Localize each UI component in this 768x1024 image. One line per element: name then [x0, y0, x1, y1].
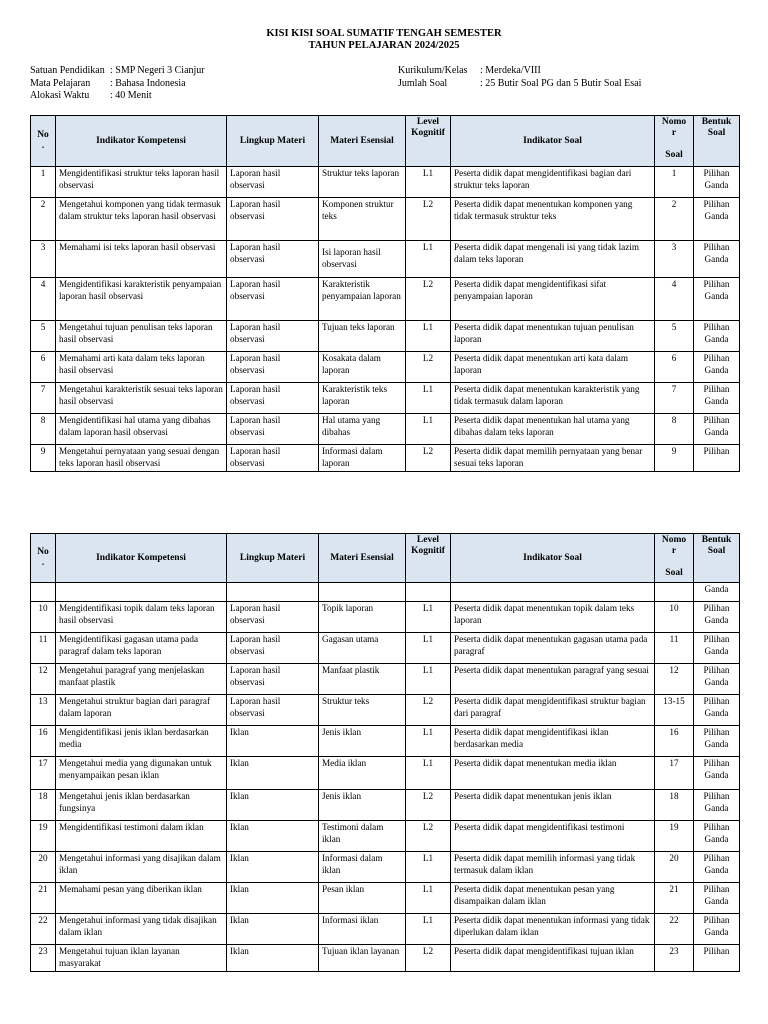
cell-nomor-soal: 23: [655, 945, 694, 972]
cell-materi-esensial: Topik laporan: [319, 602, 406, 633]
cell-materi-esensial: Gagasan utama: [319, 633, 406, 664]
cell-nomor-soal: 6: [655, 352, 694, 383]
cell-bentuk-soal: Pilihan Ganda: [694, 241, 740, 278]
table-row: [31, 883, 740, 914]
cell-indikator-soal: Peserta didik dapat menentukan hal utama yang dibahas dalam teks laporan: [451, 414, 655, 445]
cell-indikator-soal: Peserta didik dapat menentukan karakteristik yang tidak termasuk dalam laporan: [451, 383, 655, 414]
meta-row: [398, 65, 641, 78]
cell-lingkup-materi: Iklan: [227, 914, 319, 945]
cell-indikator-soal: Peserta didik dapat menentukan topik dalam teks laporan: [451, 602, 655, 633]
cell-lingkup-materi: Laporan hasil observasi: [227, 633, 319, 664]
cell-lingkup-materi: Iklan: [227, 945, 319, 972]
cell-indikator-kompetensi: Mengetahui tujuan iklan layanan masyarakat: [56, 945, 227, 972]
cell-materi-esensial: Informasi iklan: [319, 914, 406, 945]
cell-level-kognitif: L1: [406, 241, 451, 278]
cell-bentuk-soal: Pilihan Ganda: [694, 852, 740, 883]
cell-indikator-soal: Peserta didik dapat menentukan gagasan utama pada paragraf: [451, 633, 655, 664]
col-level-kognitif: Level Kognitif: [406, 116, 451, 167]
kisi-table-1: [30, 115, 740, 472]
cell-level-kognitif: L2: [406, 821, 451, 852]
cell-no: 7: [31, 383, 56, 414]
cell-bentuk-soal: Ganda: [694, 583, 740, 602]
cell-indikator-soal: Peserta didik dapat mengidentifikasi testimoni: [451, 821, 655, 852]
cell-level-kognitif: L2: [406, 198, 451, 241]
cell-lingkup-materi: Laporan hasil observasi: [227, 198, 319, 241]
meta-value: : 40 Menit: [110, 90, 152, 101]
col-indikator-kompetensi: Indikator Kompetensi: [56, 534, 227, 583]
cell-nomor-soal: 7: [655, 383, 694, 414]
cell-indikator-kompetensi: Mengidentifikasi testimoni dalam iklan: [56, 821, 227, 852]
cell-materi-esensial: Kosakata dalam laporan: [319, 352, 406, 383]
cell-lingkup-materi: Laporan hasil observasi: [227, 321, 319, 352]
cell-indikator-kompetensi: Mengetahui paragraf yang menjelaskan manfaat plastik: [56, 664, 227, 695]
cell-indikator-kompetensi: Mengidentifikasi gagasan utama pada paragraf dalam teks laporan: [56, 633, 227, 664]
cell-indikator-soal: Peserta didik dapat menentukan informasi yang tidak diperlukan dalam iklan: [451, 914, 655, 945]
col-nomor-soal: Nomo r Soal: [655, 534, 694, 583]
cell-bentuk-soal: Pilihan Ganda: [694, 198, 740, 241]
cell-indikator-kompetensi: Memahami arti kata dalam teks laporan hasil observasi: [56, 352, 227, 383]
meta-label: Kurikulum/Kelas: [398, 65, 468, 76]
cell-level-kognitif: L1: [406, 633, 451, 664]
meta-value: : Bahasa Indonesia: [110, 77, 186, 89]
table-row: [31, 241, 740, 278]
cell-lingkup-materi: Iklan: [227, 883, 319, 914]
table-row: [31, 278, 740, 321]
cell-materi-esensial: Komponen struktur teks: [319, 198, 406, 241]
cell-materi-esensial: Informasi dalam iklan: [319, 852, 406, 883]
cell-bentuk-soal: Pilihan Ganda: [694, 726, 740, 757]
cell-indikator-kompetensi: Memahami pesan yang diberikan iklan: [56, 883, 227, 914]
cell-materi-esensial: Karakteristik penyampaian laporan: [319, 278, 406, 321]
cell-indikator-kompetensi: Mengetahui tujuan penulisan teks laporan hasil observasi: [56, 321, 227, 352]
cell-indikator-kompetensi: Mengidentifikasi karakteristik penyampaian laporan hasil observasi: [56, 278, 227, 321]
cell-indikator-kompetensi: Mengetahui karakteristik sesuai teks laporan hasil observasi: [56, 383, 227, 414]
table-row: [31, 852, 740, 883]
cell-bentuk-soal: Pilihan Ganda: [694, 321, 740, 352]
table-row: [31, 633, 740, 664]
cell-bentuk-soal: Pilihan Ganda: [694, 633, 740, 664]
meta-label: Satuan Pendidikan: [30, 65, 105, 76]
cell-nomor-soal: 19: [655, 821, 694, 852]
cell-no: 5: [31, 321, 56, 352]
cell-nomor-soal: 8: [655, 414, 694, 445]
col-bentuk-soal: Bentuk Soal: [694, 534, 740, 583]
cell-indikator-soal: Peserta didik dapat mengidentifikasi struktur bagian dari paragraf: [451, 695, 655, 726]
cell-materi-esensial: Informasi dalam laporan: [319, 445, 406, 472]
cell-level-kognitif: L2: [406, 790, 451, 821]
table-row: [31, 352, 740, 383]
cell-no: 12: [31, 664, 56, 695]
cell-nomor-soal: 17: [655, 757, 694, 790]
cell-bentuk-soal: Pilihan Ganda: [694, 278, 740, 321]
cell-no: 16: [31, 726, 56, 757]
cell-indikator-kompetensi: Mengetahui struktur bagian dari paragraf dalam laporan: [56, 695, 227, 726]
cell-indikator-kompetensi: Mengetahui komponen yang tidak termasuk dalam struktur teks laporan hasil observasi: [56, 198, 227, 241]
cell-lingkup-materi: Laporan hasil observasi: [227, 278, 319, 321]
cell-materi-esensial: Jenis iklan: [319, 790, 406, 821]
cell-bentuk-soal: Pilihan Ganda: [694, 383, 740, 414]
meta-value: : Merdeka/VIII: [480, 65, 541, 76]
cell-lingkup-materi: Laporan hasil observasi: [227, 414, 319, 445]
cell-materi-esensial: Karakteristik teks laporan: [319, 383, 406, 414]
cell-nomor-soal: 11: [655, 633, 694, 664]
cell-indikator-soal: Peserta didik dapat mengidentifikasi tujuan iklan: [451, 945, 655, 972]
meta-left: [30, 65, 205, 103]
kisi-table-2: [30, 533, 740, 972]
cell-nomor-soal: 16: [655, 726, 694, 757]
cell-level-kognitif: L1: [406, 383, 451, 414]
cell-lingkup-materi: Laporan hasil observasi: [227, 383, 319, 414]
cell-indikator-kompetensi: Mengidentifikasi jenis iklan berdasarkan media: [56, 726, 227, 757]
cell-materi-esensial: Manfaat plastik: [319, 664, 406, 695]
table-row: [31, 445, 740, 472]
cell-indikator-kompetensi: Mengetahui jenis iklan berdasarkan fungsinya: [56, 790, 227, 821]
meta-value: : SMP Negeri 3 Cianjur: [110, 65, 205, 76]
cell-level-kognitif: L1: [406, 664, 451, 695]
cell-materi-esensial: Isi laporan hasil observasi: [319, 241, 406, 278]
cell-bentuk-soal: Pilihan Ganda: [694, 664, 740, 695]
cell-bentuk-soal: Pilihan: [694, 945, 740, 972]
cell-indikator-soal: Peserta didik dapat menentukan jenis iklan: [451, 790, 655, 821]
cell-indikator-soal: Peserta didik dapat menentukan tujuan penulisan laporan: [451, 321, 655, 352]
col-lingkup-materi: Lingkup Materi: [227, 116, 319, 167]
cell-level-kognitif: L1: [406, 757, 451, 790]
cell-lingkup-materi: Iklan: [227, 852, 319, 883]
col-indikator-soal: Indikator Soal: [451, 116, 655, 167]
table-row-carryover: [31, 583, 740, 602]
cell-lingkup-materi: Iklan: [227, 726, 319, 757]
cell-level-kognitif: L1: [406, 726, 451, 757]
cell-lingkup-materi: Iklan: [227, 757, 319, 790]
meta-value: : 25 Butir Soal PG dan 5 Butir Soal Esai: [480, 77, 642, 89]
table-header-row: [31, 534, 740, 583]
cell-indikator-soal: Peserta didik dapat mengenali isi yang tidak lazim dalam teks laporan: [451, 241, 655, 278]
cell-nomor-soal: 21: [655, 883, 694, 914]
cell-indikator-soal: Peserta didik dapat menentukan media iklan: [451, 757, 655, 790]
cell-level-kognitif: L1: [406, 602, 451, 633]
cell-indikator-kompetensi: Mengidentifikasi hal utama yang dibahas dalam laporan hasil observasi: [56, 414, 227, 445]
col-indikator-soal: Indikator Soal: [451, 534, 655, 583]
table-row: [31, 664, 740, 695]
cell-bentuk-soal: Pilihan Ganda: [694, 352, 740, 383]
cell-no: 2: [31, 198, 56, 241]
table-row: [31, 757, 740, 790]
cell-level-kognitif: L1: [406, 914, 451, 945]
cell-indikator-kompetensi: Mengetahui pernyataan yang sesuai dengan teks laporan hasil observasi: [56, 445, 227, 472]
cell-indikator-soal: Peserta didik dapat mengidentifikasi bagian dari struktur teks laporan: [451, 167, 655, 198]
cell-indikator-soal: Peserta didik dapat mengidentifikasi sifat penyampaian laporan: [451, 278, 655, 321]
table-row: [31, 198, 740, 241]
col-materi-esensial: Materi Esensial: [319, 116, 406, 167]
cell-no: 21: [31, 883, 56, 914]
cell-no: 8: [31, 414, 56, 445]
table-row: [31, 321, 740, 352]
cell-level-kognitif: L2: [406, 278, 451, 321]
cell-indikator-soal: Peserta didik dapat menentukan pesan yang disampaikan dalam iklan: [451, 883, 655, 914]
cell-lingkup-materi: Laporan hasil observasi: [227, 167, 319, 198]
meta-label: Jumlah Soal: [398, 77, 448, 89]
table-row: [31, 695, 740, 726]
cell-no: 10: [31, 602, 56, 633]
cell-no: 3: [31, 241, 56, 278]
cell-bentuk-soal: Pilihan Ganda: [694, 883, 740, 914]
cell-materi-esensial: Tujuan iklan layanan: [319, 945, 406, 972]
cell-lingkup-materi: Laporan hasil observasi: [227, 602, 319, 633]
cell-no: 17: [31, 757, 56, 790]
table-row: [31, 914, 740, 945]
cell-indikator-kompetensi: Mengetahui media yang digunakan untuk menyampaikan pesan iklan: [56, 757, 227, 790]
cell-bentuk-soal: Pilihan Ganda: [694, 167, 740, 198]
cell-indikator-kompetensi: Memahami isi teks laporan hasil observasi: [56, 241, 227, 278]
cell-nomor-soal: 2: [655, 198, 694, 241]
cell-no: 11: [31, 633, 56, 664]
cell-lingkup-materi: Iklan: [227, 821, 319, 852]
table-row: [31, 167, 740, 198]
cell-bentuk-soal: Pilihan: [694, 445, 740, 472]
col-bentuk-soal: Bentuk Soal: [694, 116, 740, 167]
cell-lingkup-materi: Iklan: [227, 790, 319, 821]
table-row: [31, 414, 740, 445]
cell-indikator-soal: Peserta didik dapat menentukan arti kata dalam laporan: [451, 352, 655, 383]
cell-indikator-soal: Peserta didik dapat memilih pernyataan yang benar sesuai teks laporan: [451, 445, 655, 472]
cell-bentuk-soal: Pilihan Ganda: [694, 914, 740, 945]
document-title: KISI KISI SOAL SUMATIF TENGAH SEMESTER: [266, 28, 502, 39]
meta-label: Mata Pelajaran: [30, 77, 91, 89]
col-nomor-soal: Nomo r Soal: [655, 116, 694, 167]
cell-no: 19: [31, 821, 56, 852]
cell-no: 6: [31, 352, 56, 383]
cell-level-kognitif: L2: [406, 945, 451, 972]
cell-lingkup-materi: Laporan hasil observasi: [227, 352, 319, 383]
cell-nomor-soal: 3: [655, 241, 694, 278]
cell-bentuk-soal: Pilihan Ganda: [694, 695, 740, 726]
cell-level-kognitif: L2: [406, 352, 451, 383]
col-indikator-kompetensi: Indikator Kompetensi: [56, 116, 227, 167]
meta-row: [30, 65, 205, 78]
cell-no: 1: [31, 167, 56, 198]
cell-nomor-soal: 22: [655, 914, 694, 945]
cell-no: 4: [31, 278, 56, 321]
col-lingkup-materi: Lingkup Materi: [227, 534, 319, 583]
meta-row: [30, 90, 205, 103]
cell-no: 23: [31, 945, 56, 972]
cell-lingkup-materi: Laporan hasil observasi: [227, 241, 319, 278]
cell-indikator-kompetensi: Mengetahui informasi yang tidak disajikan dalam iklan: [56, 914, 227, 945]
cell-indikator-kompetensi: Mengetahui informasi yang disajikan dalam iklan: [56, 852, 227, 883]
cell-indikator-kompetensi: Mengidentifikasi struktur teks laporan hasil observasi: [56, 167, 227, 198]
meta-label: Alokasi Waktu: [30, 90, 90, 101]
cell-materi-esensial: Pesan iklan: [319, 883, 406, 914]
cell-nomor-soal: 9: [655, 445, 694, 472]
cell-nomor-soal: 12: [655, 664, 694, 695]
cell-nomor-soal: 1: [655, 167, 694, 198]
table-row: [31, 945, 740, 972]
cell-materi-esensial: Jenis iklan: [319, 726, 406, 757]
cell-materi-esensial: Tujuan teks laporan: [319, 321, 406, 352]
cell-no: 22: [31, 914, 56, 945]
cell-nomor-soal: 5: [655, 321, 694, 352]
cell-bentuk-soal: Pilihan Ganda: [694, 602, 740, 633]
cell-lingkup-materi: Laporan hasil observasi: [227, 664, 319, 695]
meta-row: [398, 78, 641, 91]
cell-materi-esensial: Testimoni dalam iklan: [319, 821, 406, 852]
meta-row: [30, 78, 205, 91]
col-no: No .: [31, 116, 56, 167]
col-materi-esensial: Materi Esensial: [319, 534, 406, 583]
cell-bentuk-soal: Pilihan Ganda: [694, 821, 740, 852]
table-header-row: [31, 116, 740, 167]
cell-bentuk-soal: Pilihan Ganda: [694, 757, 740, 790]
table-row: [31, 790, 740, 821]
document-subtitle: TAHUN PELAJARAN 2024/2025: [308, 40, 460, 51]
cell-level-kognitif: L1: [406, 414, 451, 445]
cell-nomor-soal: 18: [655, 790, 694, 821]
table-row: [31, 383, 740, 414]
cell-materi-esensial: Media iklan: [319, 757, 406, 790]
cell-nomor-soal: 10: [655, 602, 694, 633]
cell-level-kognitif: L1: [406, 321, 451, 352]
cell-nomor-soal: 20: [655, 852, 694, 883]
cell-lingkup-materi: Laporan hasil observasi: [227, 445, 319, 472]
cell-materi-esensial: Hal utama yang dibahas: [319, 414, 406, 445]
cell-no: 9: [31, 445, 56, 472]
cell-no: 20: [31, 852, 56, 883]
cell-nomor-soal: 4: [655, 278, 694, 321]
cell-indikator-soal: Peserta didik dapat menentukan komponen yang tidak termasuk struktur teks: [451, 198, 655, 241]
meta-right: [398, 65, 641, 90]
col-level-kognitif: Level Kognitif: [406, 534, 451, 583]
cell-bentuk-soal: Pilihan Ganda: [694, 790, 740, 821]
cell-level-kognitif: L1: [406, 852, 451, 883]
cell-bentuk-soal: Pilihan Ganda: [694, 414, 740, 445]
cell-indikator-kompetensi: Mengidentifikasi topik dalam teks laporan hasil observasi: [56, 602, 227, 633]
cell-materi-esensial: Struktur teks laporan: [319, 167, 406, 198]
cell-level-kognitif: L1: [406, 167, 451, 198]
cell-nomor-soal: 13-15: [655, 695, 694, 726]
table-row: [31, 821, 740, 852]
cell-lingkup-materi: Laporan hasil observasi: [227, 695, 319, 726]
cell-indikator-soal: Peserta didik dapat memilih informasi yang tidak termasuk dalam iklan: [451, 852, 655, 883]
table-row: [31, 602, 740, 633]
cell-level-kognitif: L2: [406, 445, 451, 472]
cell-level-kognitif: L2: [406, 695, 451, 726]
cell-materi-esensial: Struktur teks: [319, 695, 406, 726]
table-row: [31, 726, 740, 757]
cell-level-kognitif: L1: [406, 883, 451, 914]
cell-no: 18: [31, 790, 56, 821]
col-no: No .: [31, 534, 56, 583]
cell-indikator-soal: Peserta didik dapat menentukan paragraf yang sesuai: [451, 664, 655, 695]
cell-no: 13: [31, 695, 56, 726]
cell-indikator-soal: Peserta didik dapat mengidentifikasi iklan berdasarkan media: [451, 726, 655, 757]
